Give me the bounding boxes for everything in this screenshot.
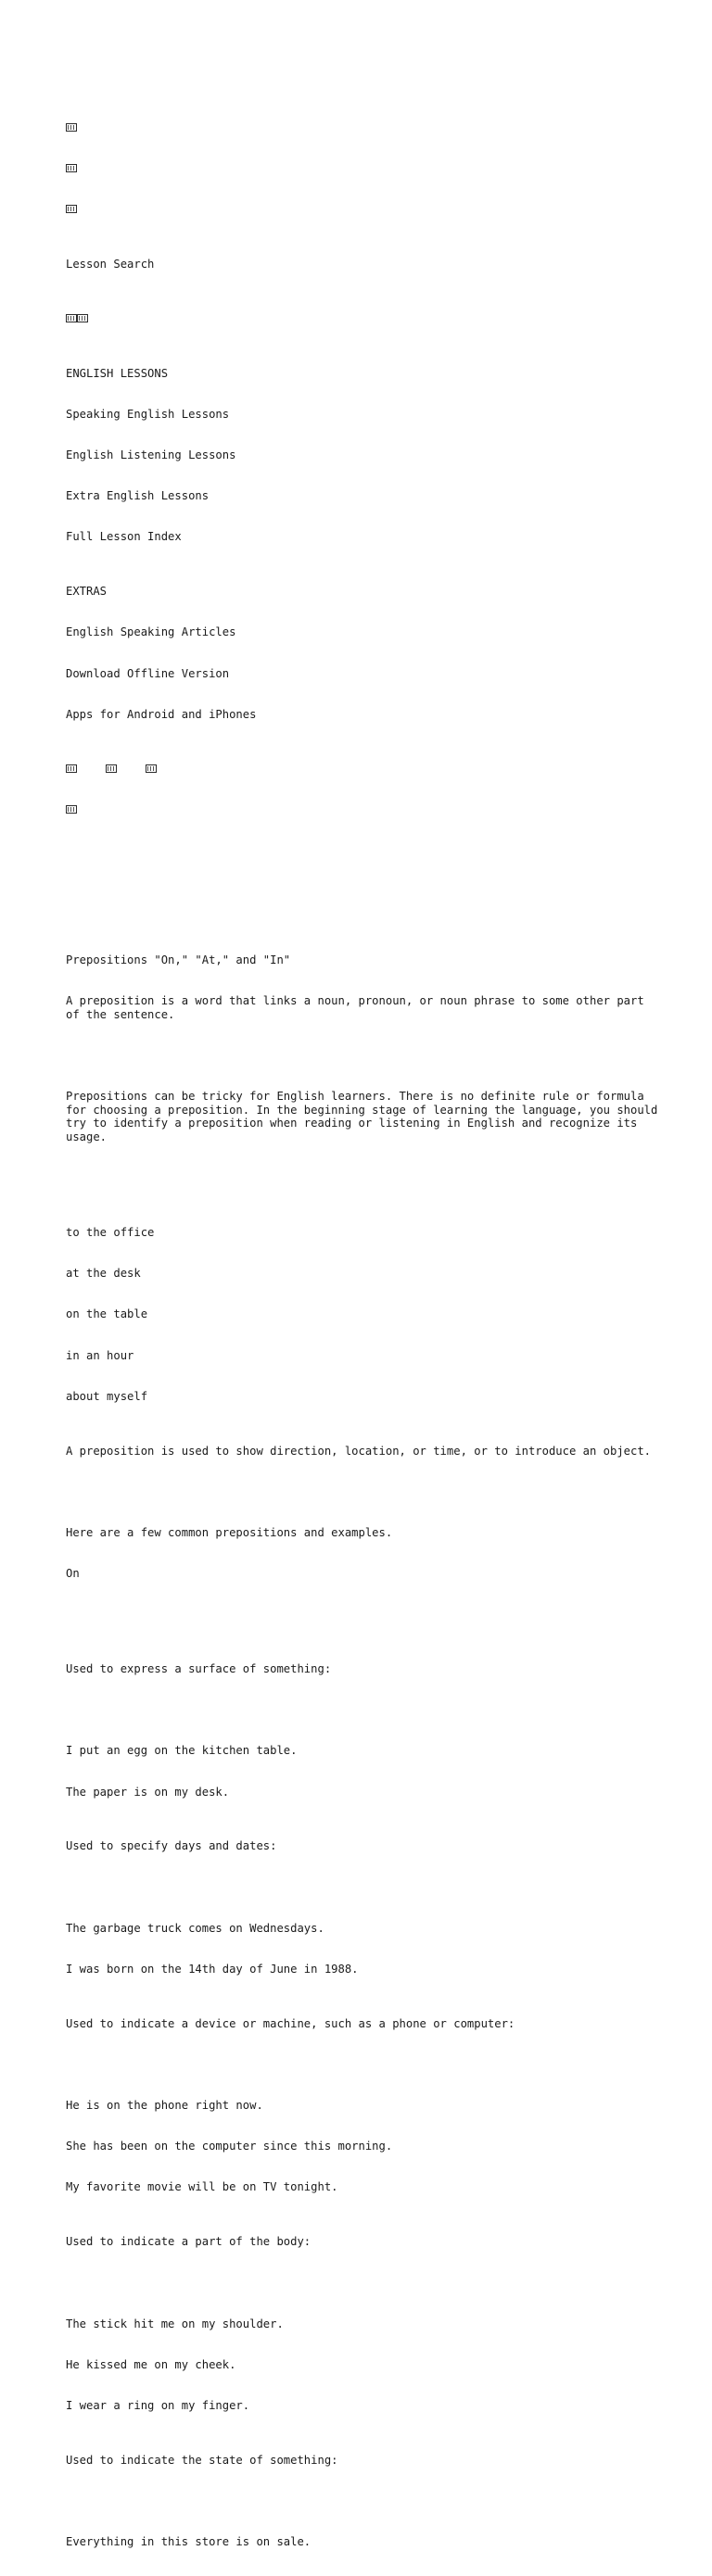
- intro-paragraph: Here are a few common prepositions and examples.: [66, 1525, 393, 1539]
- missing-glyph-icon: [66, 805, 77, 814]
- missing-glyph-icon: [77, 314, 88, 322]
- placeholder-glyph-row: [66, 203, 659, 217]
- social-icon-row: [66, 763, 659, 777]
- missing-glyph-icon[interactable]: [146, 764, 157, 773]
- example-sentence: The stick hit me on my shoulder.: [66, 2317, 284, 2330]
- nav-link-download-offline-version[interactable]: Download Offline Version: [66, 666, 230, 680]
- example-sentence: She has been on the computer since this morning.: [66, 2140, 393, 2153]
- missing-glyph-icon[interactable]: [106, 764, 117, 773]
- nav-heading-extras: EXTRAS: [66, 585, 108, 599]
- example-sentence: My favorite movie will be on TV tonight.: [66, 2180, 338, 2194]
- document-page: [66, 67, 665, 2576]
- nav-link-apps[interactable]: Apps for Android and iPhones: [66, 707, 257, 721]
- placeholder-glyph-row: [66, 312, 659, 326]
- nav-link-english-listening-lessons[interactable]: English Listening Lessons: [66, 448, 236, 462]
- example-phrase: in an hour: [66, 1348, 134, 1362]
- nav-link-full-lesson-index[interactable]: Full Lesson Index: [66, 530, 182, 544]
- missing-glyph-icon: [66, 123, 77, 132]
- example-phrase: to the office: [66, 1226, 155, 1240]
- nav-heading-english-lessons: ENGLISH LESSONS: [66, 366, 169, 380]
- example-sentence: I wear a ring on my finger.: [66, 2398, 250, 2412]
- usage-paragraph: A preposition is used to show direction, location, or time, or to introduce an object.: [66, 1444, 652, 1458]
- example-phrase: about myself: [66, 1389, 148, 1403]
- example-sentence: The paper is on my desk.: [66, 1785, 230, 1799]
- example-sentence: He is on the phone right now.: [66, 2099, 263, 2113]
- nav-link-extra-english-lessons[interactable]: Extra English Lessons: [66, 489, 210, 503]
- example-sentence: He kissed me on my cheek.: [66, 2357, 236, 2371]
- example-sentence: I was born on the 14th day of June in 1988.: [66, 1962, 359, 1976]
- placeholder-glyph-row: [66, 121, 659, 135]
- placeholder-glyph-row: [66, 162, 659, 176]
- example-phrase: at the desk: [66, 1267, 141, 1281]
- missing-glyph-icon: [66, 205, 77, 213]
- usage-label: Used to indicate a device or machine, such as a phone or computer:: [66, 2016, 515, 2030]
- definition-paragraph: A preposition is a word that links a noun, pronoun, or noun phrase to some other part of the sentence.: [66, 993, 652, 1021]
- usage-label: Used to indicate a part of the body:: [66, 2235, 312, 2249]
- missing-glyph-icon: [66, 164, 77, 172]
- nav-link-speaking-english-lessons[interactable]: Speaking English Lessons: [66, 407, 230, 421]
- example-phrase: on the table: [66, 1307, 148, 1321]
- tricky-paragraph: Prepositions can be tricky for English learners. There is no definite rule or formula for choosing a preposition. In the beginning stage of learning the language, you should try to identify a preposition when reading or listening in English and recognize its usage.: [66, 1089, 665, 1144]
- lesson-search-link[interactable]: Lesson Search: [66, 258, 155, 271]
- usage-label: Used to indicate the state of something:: [66, 2453, 338, 2467]
- article-title: Prepositions "On," "At," and "In": [66, 953, 291, 966]
- nav-link-english-speaking-articles[interactable]: English Speaking Articles: [66, 625, 236, 639]
- example-sentence: I put an egg on the kitchen table.: [66, 1744, 298, 1758]
- usage-label: Used to specify days and dates:: [66, 1839, 277, 1853]
- example-sentence: Everything in this store is on sale.: [66, 2535, 312, 2549]
- missing-glyph-icon: [66, 314, 77, 322]
- usage-label: Used to express a surface of something:: [66, 1662, 332, 1676]
- preposition-heading: On: [66, 1567, 80, 1581]
- missing-glyph-icon[interactable]: [66, 764, 77, 773]
- placeholder-glyph-row: [66, 803, 659, 817]
- example-sentence: The garbage truck comes on Wednesdays.: [66, 1921, 324, 1935]
